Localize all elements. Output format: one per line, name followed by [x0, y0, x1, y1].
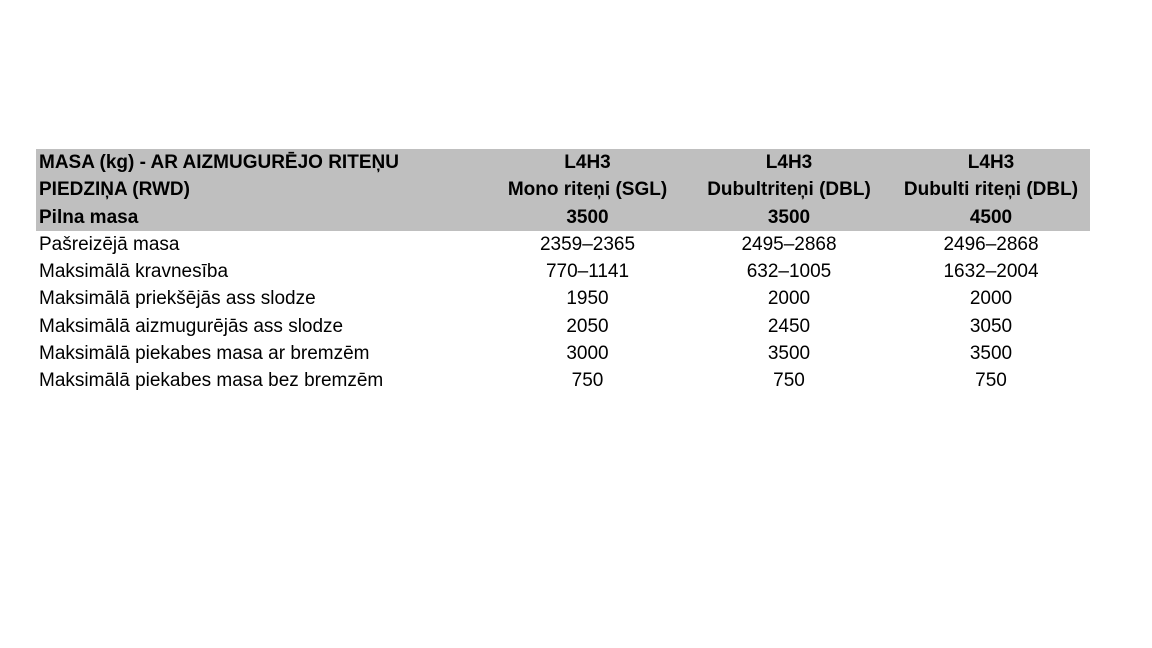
mass-table [36, 149, 1090, 395]
row-value: 750 [975, 370, 1007, 392]
row-value: 2495–2868 [741, 233, 837, 255]
row-value: 3500 [969, 343, 1013, 365]
gross-mass-label: Pilna masa [39, 206, 139, 228]
row-value: 3000 [566, 343, 609, 365]
table-title: MASA (kg) - AR AIZMUGURĒJO RITEŅU PIEDZIŅA (RWD) [39, 152, 399, 201]
row-value: 3050 [969, 315, 1013, 337]
row-value: 1950 [566, 288, 609, 310]
mass-table-container [36, 149, 1090, 395]
row-value: 2450 [767, 315, 811, 337]
column-gross-mass: 3500 [767, 206, 811, 228]
column-model: L4H3 [765, 152, 813, 173]
row-label: Maksimālā priekšējās ass slodze [39, 288, 316, 310]
table-row [36, 367, 1090, 394]
row-label: Maksimālā piekabes masa ar bremzēm [39, 343, 370, 365]
row-value: 770–1141 [545, 261, 630, 283]
row-value: 750 [773, 370, 805, 392]
row-value: 2496–2868 [943, 233, 1039, 255]
row-value: 3500 [767, 343, 811, 365]
table-header-row [36, 149, 1090, 231]
column-gross-mass: 4500 [969, 206, 1013, 228]
column-model: L4H3 [564, 152, 611, 173]
row-value: 2359–2365 [539, 233, 636, 255]
row-value: 632–1005 [746, 261, 832, 283]
row-value: 2050 [566, 315, 609, 337]
row-label: Maksimālā piekabes masa bez bremzēm [39, 370, 384, 392]
row-label: Maksimālā aizmugurējās ass slodze [39, 315, 344, 337]
column-wheels: Dubultriteņi (DBL) [707, 179, 871, 201]
row-value: 1632–2004 [943, 261, 1039, 283]
row-label: Pašreizējā masa [39, 233, 180, 255]
header-title-cell [36, 149, 486, 231]
column-header-sgl [486, 149, 686, 231]
column-wheels: Mono riteņi (SGL) [507, 179, 668, 201]
row-value: 2000 [767, 288, 811, 310]
table-row [36, 231, 1090, 258]
table-row [36, 258, 1090, 285]
row-value: 2000 [969, 288, 1013, 310]
column-wheels: Dubulti riteņi (DBL) [903, 179, 1079, 201]
column-header-dbl-4500 [889, 149, 1090, 231]
column-header-dbl [686, 149, 889, 231]
table-row [36, 313, 1090, 340]
row-label: Maksimālā kravnesība [39, 261, 229, 283]
row-value: 750 [571, 370, 604, 392]
table-row [36, 340, 1090, 367]
table-row [36, 285, 1090, 312]
column-model: L4H3 [967, 152, 1015, 173]
column-gross-mass: 3500 [566, 206, 609, 228]
